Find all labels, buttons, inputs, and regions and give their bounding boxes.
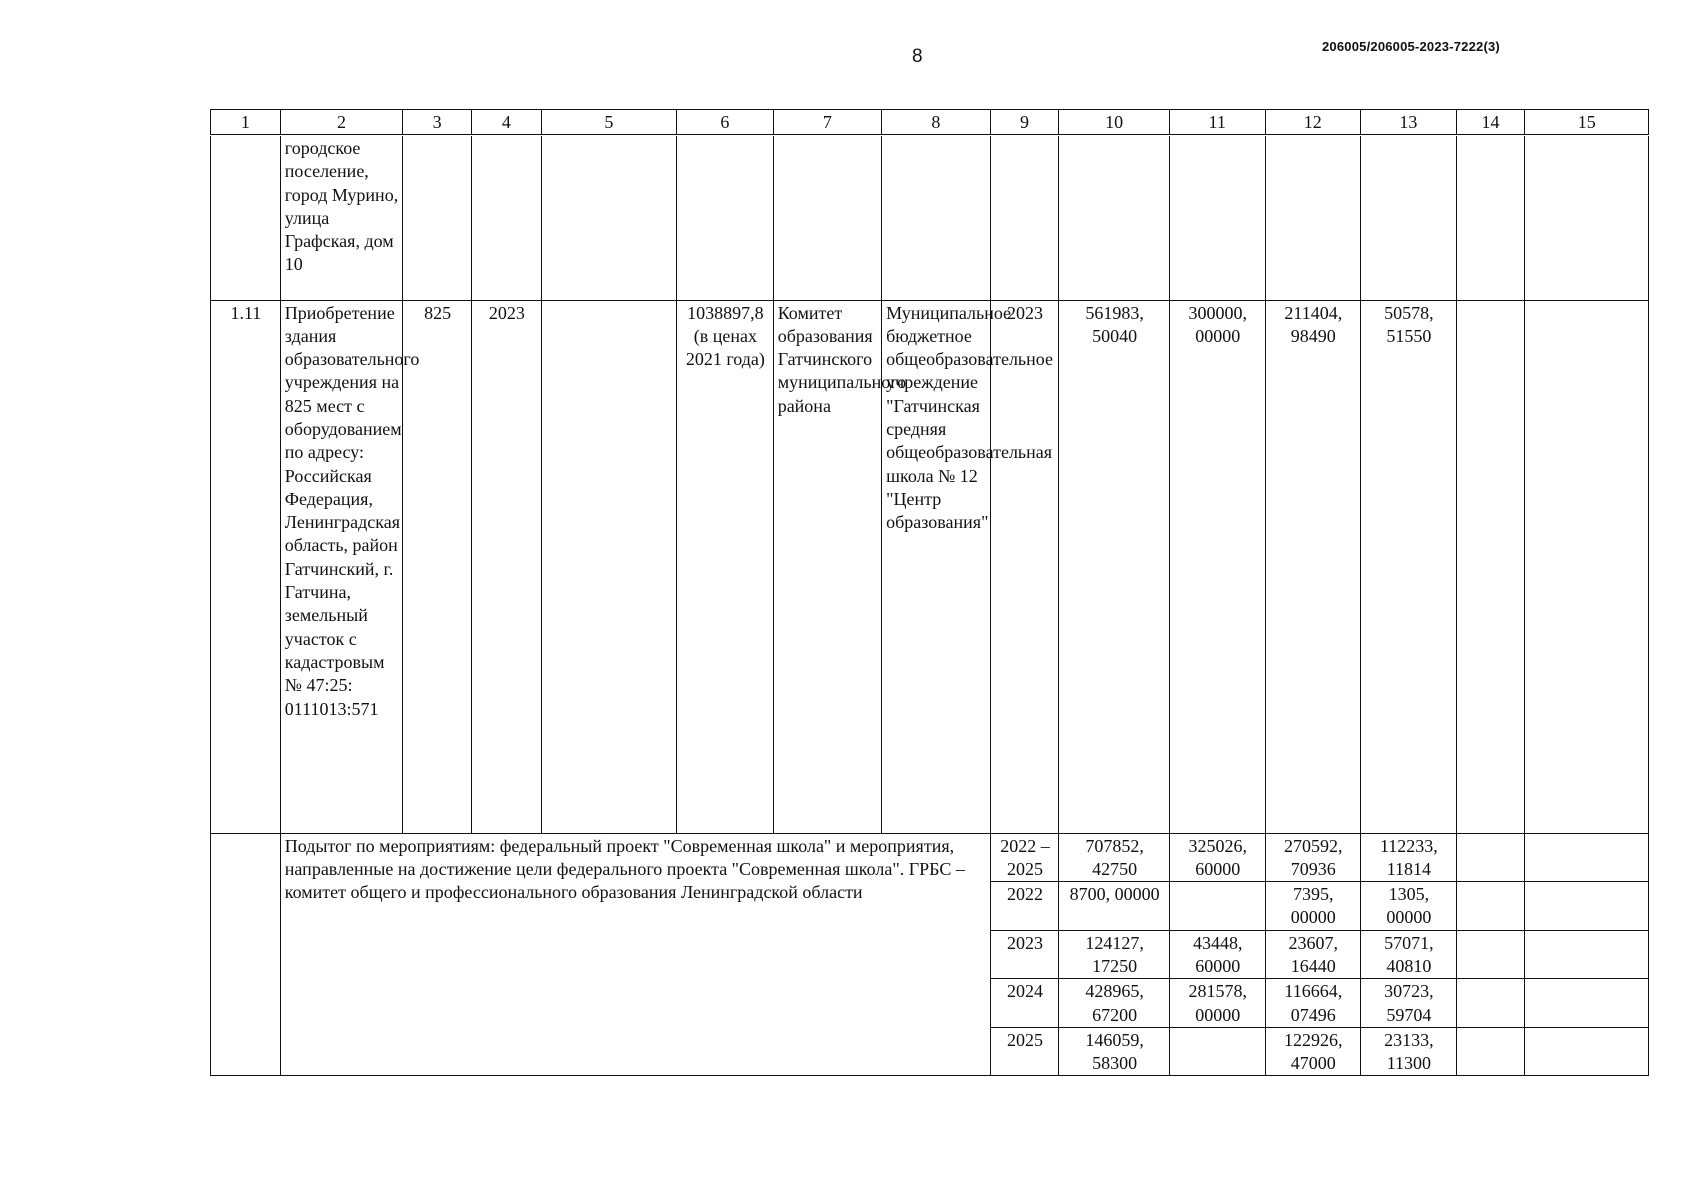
cell bbox=[773, 136, 881, 300]
cell bbox=[1525, 833, 1649, 882]
cell bbox=[1525, 136, 1649, 300]
column-number-row bbox=[211, 110, 1649, 135]
subtotal-regional: 122926, 47000 bbox=[1265, 1027, 1361, 1076]
col-header: 3 bbox=[403, 110, 472, 135]
subtotal-year: 2022 – 2025 bbox=[990, 833, 1059, 882]
subtotal-year: 2024 bbox=[990, 979, 1059, 1028]
cell bbox=[1456, 1027, 1525, 1076]
cell bbox=[1169, 136, 1265, 300]
subtotal-year: 2023 bbox=[990, 930, 1059, 979]
col-header: 12 bbox=[1265, 110, 1361, 135]
subtotal-total: 428965, 67200 bbox=[1059, 979, 1170, 1028]
col-header: 7 bbox=[773, 110, 881, 135]
col-header: 1 bbox=[211, 110, 281, 135]
cell bbox=[1525, 300, 1649, 833]
cell bbox=[1525, 930, 1649, 979]
cell-row-number: 1.11 bbox=[211, 300, 281, 833]
cell bbox=[1525, 882, 1649, 931]
cell-object-name: Приобретение здания образовательного учреждения на 825 мест с оборудованием по адресу: Российская Федерация, Ленинградская область, район Гатчинский, г. Гатчина, земельный участок с кадастровым № 47:25: 0111013:571 bbox=[280, 300, 402, 833]
subtotal-regional: 270592, 70936 bbox=[1265, 833, 1361, 882]
cell bbox=[1456, 930, 1525, 979]
cell bbox=[211, 136, 281, 300]
cell-capacity: 825 bbox=[403, 300, 472, 833]
subtotal-total: 146059, 58300 bbox=[1059, 1027, 1170, 1076]
data-table bbox=[210, 136, 1649, 1076]
subtotal-regional: 116664, 07496 bbox=[1265, 979, 1361, 1028]
column-header-table bbox=[210, 109, 1649, 135]
cell-estimated-cost: 1038897,8 (в ценах 2021 года) bbox=[677, 300, 774, 833]
document-id: 206005/206005-2023-7222(3) bbox=[1322, 39, 1500, 54]
col-header: 11 bbox=[1169, 110, 1265, 135]
cell-responsible: Комитет образования Гатчинского муниципального района bbox=[773, 300, 881, 833]
cell-recipient: Муниципальное бюджетное общеобразовательное учреждение "Гатчинская средняя общеобразовательная школа № 12 "Центр образования" bbox=[882, 300, 990, 833]
subtotal-total: 124127, 17250 bbox=[1059, 930, 1170, 979]
subtotal-federal: 281578, 00000 bbox=[1169, 979, 1265, 1028]
cell bbox=[471, 136, 541, 300]
cell-federal: 300000, 00000 bbox=[1169, 300, 1265, 833]
cell bbox=[211, 833, 281, 1076]
subtotal-local: 112233, 11814 bbox=[1361, 833, 1457, 882]
cell bbox=[1361, 136, 1457, 300]
col-header: 10 bbox=[1059, 110, 1170, 135]
subtotal-federal: 325026, 60000 bbox=[1169, 833, 1265, 882]
col-header: 5 bbox=[541, 110, 676, 135]
cell bbox=[1456, 300, 1525, 833]
subtotal-local: 23133, 11300 bbox=[1361, 1027, 1457, 1076]
col-header: 4 bbox=[471, 110, 541, 135]
col-header: 14 bbox=[1456, 110, 1525, 135]
col-header: 15 bbox=[1525, 110, 1649, 135]
col-header: 2 bbox=[280, 110, 402, 135]
table-row-1-11 bbox=[211, 300, 1649, 833]
cell-regional: 211404, 98490 bbox=[1265, 300, 1361, 833]
subtotal-year: 2022 bbox=[990, 882, 1059, 931]
col-header: 6 bbox=[677, 110, 774, 135]
subtotal-federal: 43448, 60000 bbox=[1169, 930, 1265, 979]
cell-year: 2023 bbox=[471, 300, 541, 833]
cell bbox=[1456, 979, 1525, 1028]
subtotal-regional: 7395, 00000 bbox=[1265, 882, 1361, 931]
cell bbox=[1265, 136, 1361, 300]
col-header: 13 bbox=[1361, 110, 1457, 135]
subtotal-total: 8700, 00000 bbox=[1059, 882, 1170, 931]
cell bbox=[541, 136, 676, 300]
col-header: 8 bbox=[882, 110, 990, 135]
subtotal-federal bbox=[1169, 1027, 1265, 1076]
cell bbox=[1059, 136, 1170, 300]
cell bbox=[1456, 833, 1525, 882]
cell-finance-year: 2023 bbox=[990, 300, 1059, 833]
cell bbox=[403, 136, 472, 300]
subtotal-local: 1305, 00000 bbox=[1361, 882, 1457, 931]
subtotal-year: 2025 bbox=[990, 1027, 1059, 1076]
subtotal-federal bbox=[1169, 882, 1265, 931]
cell bbox=[1456, 882, 1525, 931]
cell bbox=[1525, 979, 1649, 1028]
page-number: 8 bbox=[912, 46, 923, 67]
cell-object-address: городское поселение, город Мурино, улица Графская, дом 10 bbox=[280, 136, 402, 300]
subtotal-local: 30723, 59704 bbox=[1361, 979, 1457, 1028]
cell-total: 561983, 50040 bbox=[1059, 300, 1170, 833]
cell-local: 50578, 51550 bbox=[1361, 300, 1457, 833]
cell bbox=[882, 136, 990, 300]
cell bbox=[1456, 136, 1525, 300]
cell bbox=[1525, 1027, 1649, 1076]
cell bbox=[990, 136, 1059, 300]
cell bbox=[541, 300, 676, 833]
cell bbox=[677, 136, 774, 300]
subtotal-regional: 23607, 16440 bbox=[1265, 930, 1361, 979]
subtotal-local: 57071, 40810 bbox=[1361, 930, 1457, 979]
subtotal-row bbox=[211, 833, 1649, 882]
subtotal-total: 707852, 42750 bbox=[1059, 833, 1170, 882]
table-row-continuation bbox=[211, 136, 1649, 300]
col-header: 9 bbox=[990, 110, 1059, 135]
subtotal-label: Подытог по мероприятиям: федеральный проект "Современная школа" и мероприятия, направленные на достижение цели федерального проекта "Современная школа". ГРБС – комитет общего и профессионального образования Ленинградской области bbox=[280, 833, 990, 1076]
